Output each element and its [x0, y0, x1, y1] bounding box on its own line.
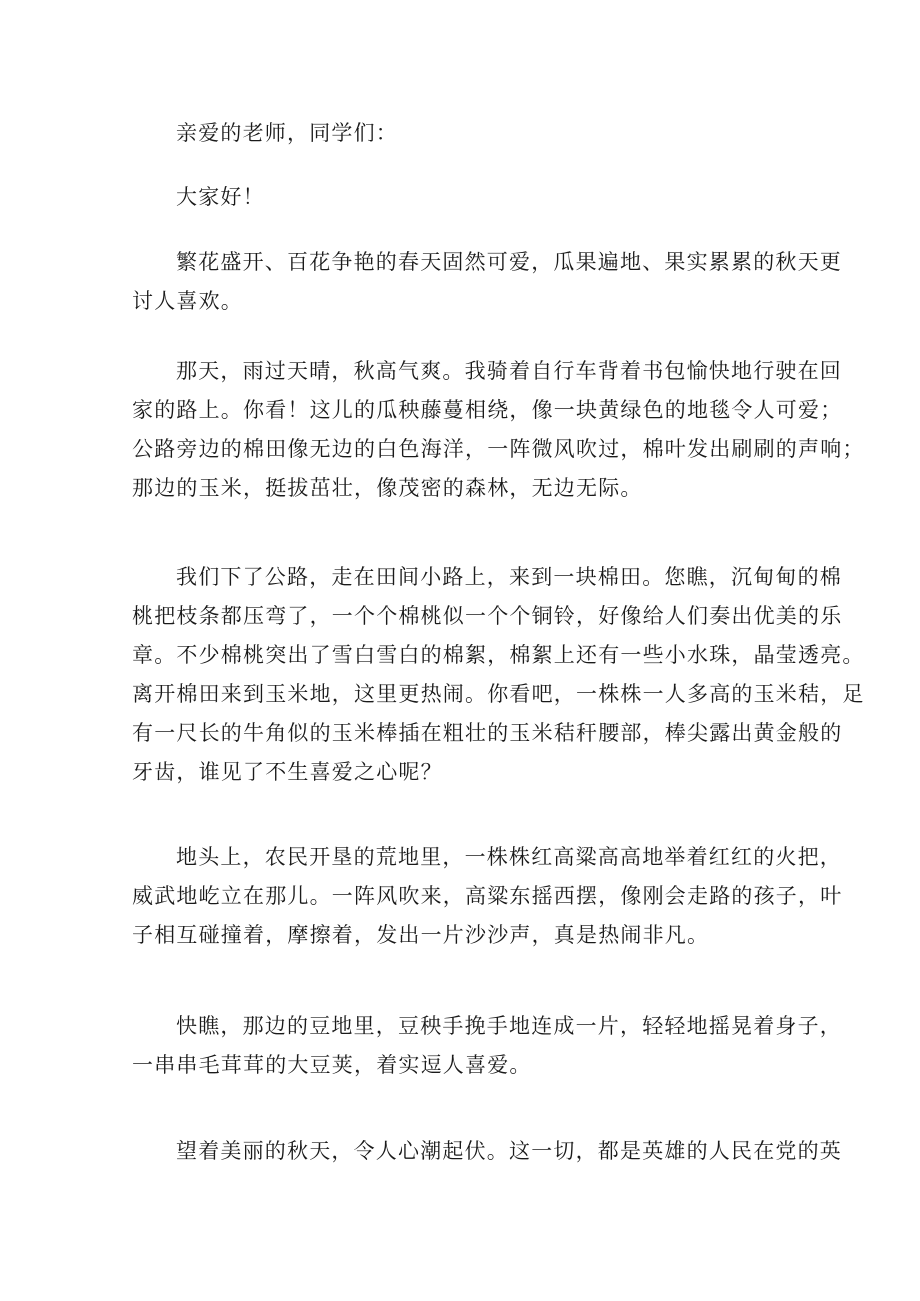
- paragraph-line: 讨人喜欢。: [132, 289, 243, 313]
- hello-paragraph: [132, 178, 792, 217]
- paragraph-4: [132, 838, 843, 955]
- paragraph-line: 地头上，农民开垦的荒地里，一株株红高粱高高地举着红红的火把，: [176, 845, 842, 869]
- paragraph-5: [132, 1007, 842, 1085]
- hello-line: 大家好！: [176, 185, 265, 209]
- paragraph-1: [132, 243, 842, 321]
- paragraph-line: 望着美丽的秋天，令人心潮起伏。这一切，都是英雄的人民在党的英: [176, 1139, 842, 1163]
- paragraph-line: 繁花盛开、百花争艳的春天固然可爱，瓜果遍地、果实累累的秋天更: [176, 250, 842, 274]
- paragraph-3: [132, 558, 865, 792]
- paragraph-2: [132, 352, 865, 508]
- greeting-line: 亲爱的老师，同学们：: [176, 121, 398, 145]
- paragraph-6: [132, 1132, 842, 1171]
- paragraph-line: 章。不少棉桃突出了雪白雪白的棉絮，棉絮上还有一些小水珠，晶莹透亮。: [132, 643, 865, 667]
- paragraph-line: 公路旁边的棉田像无边的白色海洋，一阵微风吹过，棉叶发出刷刷的声响；: [132, 437, 865, 461]
- paragraph-line: 子相互碰撞着，摩擦着，发出一片沙沙声，真是热闹非凡。: [132, 923, 710, 947]
- paragraph-line: 那边的玉米，挺拔茁壮，像茂密的森林，无边无际。: [132, 476, 643, 500]
- paragraph-line: 那天，雨过天晴，秋高气爽。我骑着自行车背着书包愉快地行驶在回: [176, 359, 842, 383]
- paragraph-line: 牙齿，谁见了不生喜爱之心呢？: [132, 760, 443, 784]
- paragraph-line: 离开棉田来到玉米地，这里更热闹。你看吧，一株株一人多高的玉米秸，足: [132, 682, 865, 706]
- paragraph-line: 桃把枝条都压弯了，一个个棉桃似一个个铜铃，好像给人们奏出优美的乐: [132, 604, 843, 628]
- greeting-paragraph: [132, 114, 792, 153]
- paragraph-line: 快瞧，那边的豆地里，豆秧手挽手地连成一片，轻轻地摇晃着身子，: [176, 1014, 842, 1038]
- paragraph-line: 家的路上。你看！这儿的瓜秧藤蔓相绕，像一块黄绿色的地毯令人可爱；: [132, 398, 843, 422]
- paragraph-line: 有一尺长的牛角似的玉米棒插在粗壮的玉米秸秆腰部，棒尖露出黄金般的: [132, 721, 843, 745]
- paragraph-line: 我们下了公路，走在田间小路上，来到一块棉田。您瞧，沉甸甸的棉: [176, 565, 842, 589]
- paragraph-line: 一串串毛茸茸的大豆荚，着实逗人喜爱。: [132, 1053, 532, 1077]
- paragraph-line: 威武地屹立在那儿。一阵风吹来，高粱东摇西摆，像刚会走路的孩子，叶: [132, 884, 843, 908]
